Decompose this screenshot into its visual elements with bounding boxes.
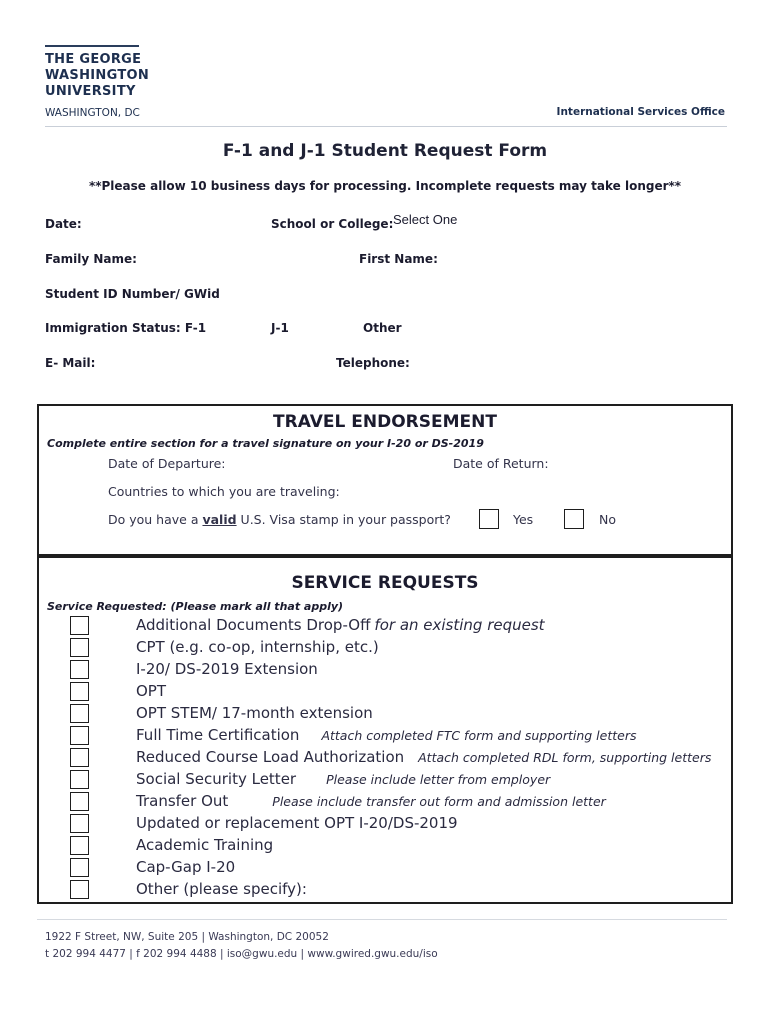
service-label: Additional Documents Drop-Off bbox=[136, 616, 371, 634]
service-item bbox=[136, 857, 235, 876]
service-note: Please include transfer out form and admission letter bbox=[272, 794, 606, 809]
service-section-note: Service Requested: (Please mark all that apply) bbox=[47, 600, 344, 613]
service-checkbox-extension[interactable] bbox=[70, 660, 89, 679]
service-section-title: SERVICE REQUESTS bbox=[291, 573, 479, 593]
logo-text-line-3: UNIVERSITY bbox=[45, 84, 136, 99]
service-label: CPT (e.g. co-op, internship, etc.) bbox=[136, 638, 379, 656]
service-checkbox-full-time[interactable] bbox=[70, 726, 89, 745]
service-note: Attach completed RDL form, supporting letters bbox=[418, 750, 712, 765]
service-label: Transfer Out bbox=[136, 792, 229, 810]
immigration-other-option[interactable]: Other bbox=[363, 321, 402, 335]
immigration-j1-option[interactable]: J-1 bbox=[271, 321, 289, 335]
countries-label: Countries to which you are traveling: bbox=[108, 484, 340, 499]
travel-section-title: TRAVEL ENDORSEMENT bbox=[273, 412, 497, 432]
service-item bbox=[136, 813, 458, 832]
visa-no-label: No bbox=[599, 512, 616, 527]
footer-divider bbox=[37, 919, 727, 920]
travel-endorsement-section bbox=[37, 404, 733, 556]
service-label: I-20/ DS-2019 Extension bbox=[136, 660, 318, 678]
service-label: Reduced Course Load Authorization bbox=[136, 748, 405, 766]
service-item bbox=[136, 681, 166, 700]
header-divider bbox=[45, 126, 727, 127]
service-item bbox=[136, 835, 273, 854]
service-checkbox-opt[interactable] bbox=[70, 682, 89, 701]
departure-date-label: Date of Departure: bbox=[108, 456, 226, 471]
office-name: International Services Office bbox=[556, 106, 725, 118]
email-label: E- Mail: bbox=[45, 356, 96, 370]
visa-question-end: U.S. Visa stamp in your passport? bbox=[236, 512, 451, 527]
service-item bbox=[136, 725, 636, 744]
service-checkbox-opt-i20[interactable] bbox=[70, 814, 89, 833]
service-label: Other (please specify): bbox=[136, 880, 307, 898]
service-label: Cap-Gap I-20 bbox=[136, 858, 236, 876]
footer-contact: t 202 994 4477 | f 202 994 4488 | iso@gwu.edu | www.gwired.gwu.edu/iso bbox=[45, 948, 438, 960]
visa-question-start: Do you have a bbox=[108, 512, 203, 527]
service-item bbox=[136, 769, 550, 788]
logo-text-line-2: WASHINGTON bbox=[45, 68, 150, 83]
service-checkbox-transfer-out[interactable] bbox=[70, 792, 89, 811]
service-item bbox=[136, 637, 379, 656]
form-title: F-1 and J-1 Student Request Form bbox=[222, 141, 548, 161]
processing-notice: **Please allow 10 business days for processing. Incomplete requests may take longer** bbox=[88, 179, 682, 193]
service-checkbox-ssn-letter[interactable] bbox=[70, 770, 89, 789]
visa-question-valid: valid bbox=[202, 512, 237, 527]
service-note: Please include letter from employer bbox=[326, 772, 551, 787]
service-checkbox-opt-stem[interactable] bbox=[70, 704, 89, 723]
service-label: OPT STEM/ 17-month extension bbox=[136, 704, 373, 722]
telephone-label: Telephone: bbox=[336, 356, 410, 370]
immigration-status-label: Immigration Status: F-1 bbox=[45, 321, 207, 335]
visa-question bbox=[108, 512, 451, 527]
service-label: Updated or replacement OPT I-20/DS-2019 bbox=[136, 814, 458, 832]
travel-section-note: Complete entire section for a travel signature on your I-20 or DS-2019 bbox=[47, 437, 484, 450]
family-name-label: Family Name: bbox=[45, 252, 137, 266]
service-label: Full Time Certification bbox=[136, 726, 300, 744]
service-item bbox=[136, 615, 545, 634]
school-select[interactable]: Select One bbox=[393, 212, 458, 227]
date-label: Date: bbox=[45, 217, 82, 231]
service-label: OPT bbox=[136, 682, 167, 700]
service-item bbox=[136, 879, 307, 898]
service-checkbox-other[interactable] bbox=[70, 880, 89, 899]
service-item bbox=[136, 659, 318, 678]
service-label: Academic Training bbox=[136, 836, 274, 854]
service-checkbox-additional-documents[interactable] bbox=[70, 616, 89, 635]
service-checkbox-reduced-load[interactable] bbox=[70, 748, 89, 767]
visa-yes-label: Yes bbox=[513, 512, 534, 527]
service-checkbox-academic-training[interactable] bbox=[70, 836, 89, 855]
service-note: Attach completed FTC form and supporting letters bbox=[321, 728, 637, 743]
service-item bbox=[136, 747, 711, 766]
service-checkbox-cap-gap[interactable] bbox=[70, 858, 89, 877]
service-checkbox-cpt[interactable] bbox=[70, 638, 89, 657]
service-label: Social Security Letter bbox=[136, 770, 297, 788]
student-id-label: Student ID Number/ GWid bbox=[45, 287, 220, 301]
footer-address: 1922 F Street, NW, Suite 205 | Washington, DC 20052 bbox=[45, 931, 329, 943]
first-name-label: First Name: bbox=[359, 252, 438, 266]
logo-rule bbox=[45, 45, 139, 47]
visa-no-checkbox[interactable] bbox=[564, 509, 584, 529]
logo-city: WASHINGTON, DC bbox=[45, 107, 140, 119]
service-item bbox=[136, 791, 606, 810]
school-label: School or College: bbox=[271, 217, 394, 231]
visa-yes-checkbox[interactable] bbox=[479, 509, 499, 529]
service-note: for an existing request bbox=[374, 616, 545, 634]
service-item bbox=[136, 703, 373, 722]
return-date-label: Date of Return: bbox=[453, 456, 549, 471]
logo-text-line-1: THE GEORGE bbox=[45, 52, 142, 67]
